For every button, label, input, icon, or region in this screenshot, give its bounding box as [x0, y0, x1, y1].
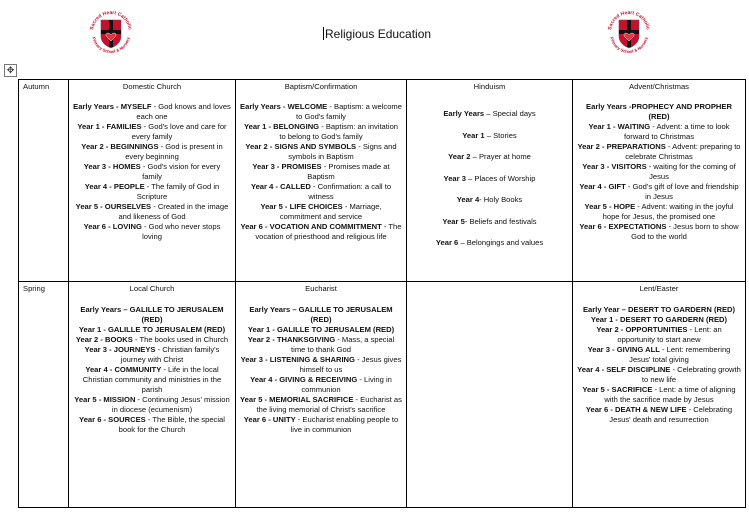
logo-ring-top-text: Sacred Heart Catholic [607, 9, 651, 31]
list-item [411, 109, 568, 119]
item-label: Year 6 - UNITY [243, 415, 296, 424]
list-item [73, 222, 231, 242]
heading-eucharist: Eucharist [305, 284, 337, 293]
item-label: Year 6 - SOURCES [79, 415, 146, 424]
item-label: Year 2 - OPPORTUNITIES [596, 325, 688, 334]
list-item [577, 345, 741, 365]
list-item [577, 182, 741, 202]
list-item [577, 315, 741, 325]
list-item [240, 142, 402, 162]
item-label: Year 6 - DEATH & NEW LIFE [585, 405, 687, 414]
item-text: - Eucharist enabling people to live in communion [290, 415, 399, 434]
list-item [240, 182, 402, 202]
item-label: Year 6 - EXPECTATIONS [579, 222, 667, 231]
item-label: Year 6 - LOVING [83, 222, 142, 231]
item-text: – Places of Worship [465, 173, 536, 183]
list-item [240, 355, 402, 375]
page-title [323, 27, 431, 41]
item-text: - God's love and care for every family [131, 122, 227, 141]
list-item [577, 222, 741, 242]
list-item [73, 395, 231, 415]
item-label: Year 4 - PEOPLE [84, 182, 145, 191]
list-domestic-church [69, 102, 235, 242]
item-label: Year 1 - DESERT TO GARDERN (RED) [590, 315, 728, 324]
item-text: - The Bible, the special book for the Church [118, 415, 225, 434]
item-label: Year 5 - HOPE [584, 202, 636, 211]
item-label: Early Years -PROPHECY AND PROPHER (RED) [586, 102, 732, 121]
spring-row [19, 282, 746, 508]
item-text: - God's gift of love and friendship in Jesus [625, 182, 739, 201]
item-label: Early Years - MYSELF [73, 102, 152, 111]
item-label: Year 1 - FAMILIES [77, 122, 142, 131]
list-lent-easter [573, 305, 745, 425]
item-label: Year 3 - PROMISES [252, 162, 322, 171]
item-label: Year 3 - LISTENING & SHARING [240, 355, 355, 364]
item-text: - Jesus gives himself to us [299, 355, 402, 374]
list-item [577, 405, 741, 425]
item-label: Early Year – DESERT TO GARDERN (RED) [582, 305, 736, 314]
item-label: Year 5 - MISSION [74, 395, 136, 404]
list-item [240, 415, 402, 435]
item-text: - Life in the local Christian community and ministries in the parish [82, 365, 222, 394]
list-item [73, 162, 231, 182]
list-item [411, 152, 568, 162]
item-text: - The family of God in Scripture [136, 182, 220, 201]
item-text: - God knows and loves each one [136, 102, 231, 121]
item-text: - Promises made at Baptism [307, 162, 390, 181]
item-label: Early Years – GALILLE TO JERUSALEM (RED) [249, 305, 393, 324]
list-item [73, 325, 231, 335]
cell-advent-christmas [573, 80, 746, 282]
list-item [411, 195, 568, 205]
list-item [73, 142, 231, 162]
item-text: - Advent: waiting in the joyful hope for Jesus, the promised one [602, 202, 734, 221]
item-text: - Marriage, commitment and service [279, 202, 382, 221]
list-item [577, 325, 741, 345]
item-label: Year 2 - BOOKS [75, 335, 133, 344]
heading-domestic-church: Domestic Church [122, 82, 182, 91]
list-item [73, 122, 231, 142]
item-text: - Confirmation: a call to witness [308, 182, 392, 201]
item-text: - Lent: a time of aligning with the sacrifice made by Jesus [604, 385, 736, 404]
item-text: - Celebrating Jesus' death and resurrection [609, 405, 733, 424]
list-item [73, 202, 231, 222]
list-item [240, 325, 402, 335]
item-label: Year 4 - GIVING & RECEIVING [250, 375, 358, 384]
logo-ring-top-text: Sacred Heart Catholic [89, 9, 133, 31]
list-item [73, 335, 231, 345]
item-text: - Mass, a special time to thank God [291, 335, 395, 354]
item-label: Year 3 - GIVING ALL [587, 345, 660, 354]
list-item [240, 375, 402, 395]
list-item [577, 385, 741, 405]
item-text: - Beliefs and festivals [464, 216, 537, 226]
item-label: Year 4 - CALLED [250, 182, 311, 191]
item-label: Year 5 [442, 216, 465, 226]
page-title-text: Religious Education [325, 27, 432, 41]
logo-ring-bottom-text: Primary School & Nursery [609, 36, 649, 55]
list-item [577, 162, 741, 182]
item-label: Year 2 - THANKSGIVING [247, 335, 336, 344]
item-text: - Lent: an opportunity to start anew [617, 325, 722, 344]
list-item [411, 174, 568, 184]
item-text: – Prayer at home [470, 152, 531, 161]
item-label: Year 5 - MEMORIAL SACRIFICE [240, 395, 354, 404]
item-label: Year 4 - SELF DISCIPLINE [577, 365, 671, 374]
item-text: - Living in communion [301, 375, 392, 394]
item-label: Year 6 [435, 238, 459, 247]
item-label: Year 3 - VISITORS [582, 162, 647, 171]
item-text: - The vocation of priesthood and religious life [255, 222, 402, 241]
item-text: - Jesus born to show God to the world [631, 222, 739, 241]
cell-eucharist [236, 282, 407, 508]
list-baptism-confirmation [236, 102, 406, 242]
item-text: - Holy Books [479, 195, 523, 204]
school-logo-right [604, 6, 654, 58]
item-label: Year 5 - LIFE CHOICES [260, 202, 343, 211]
logo-ring-bottom-text: Primary School & Nursery [91, 36, 131, 55]
item-label: Year 2 [448, 152, 471, 161]
item-text: - Celebrating growth to new life [641, 365, 741, 384]
item-label: Year 1 [462, 130, 485, 140]
list-item [240, 222, 402, 242]
heading-advent-christmas: Advent/Christmas [629, 82, 689, 91]
list-item [73, 102, 231, 122]
item-text: - Advent: a time to look forward to Christmas [623, 122, 730, 141]
item-text: - waiting for the coming of Jesus [646, 162, 736, 181]
item-label: Year 2 - BEGINNINGS [81, 142, 159, 151]
item-label: Year 3 - JOURNEYS [84, 345, 156, 354]
list-item [240, 305, 402, 325]
list-item [73, 305, 231, 325]
heading-baptism-confirmation: Baptism/Confirmation [284, 82, 358, 91]
item-text: – Special days [484, 109, 536, 118]
list-item [240, 202, 402, 222]
term-spring: Spring [19, 282, 69, 508]
item-label: Early Years – GALILLE TO JERUSALEM (RED) [80, 305, 224, 324]
list-item [577, 102, 741, 122]
table-move-handle-icon[interactable]: ✥ [4, 64, 17, 77]
list-item [240, 102, 402, 122]
list-eucharist [236, 305, 406, 435]
list-item [73, 415, 231, 435]
list-item [240, 162, 402, 182]
list-item [240, 122, 402, 142]
term-autumn: Autumn [19, 80, 69, 282]
item-label: Year 4 - COMMUNITY [85, 365, 162, 374]
item-text: - Baptism: an invitation to belong to God's family [279, 122, 399, 141]
item-label: Year 2 - SIGNS AND SYMBOLS [245, 142, 357, 151]
list-item [411, 217, 568, 227]
cell-hinduism [407, 80, 573, 282]
item-text: - Christian family's journey with Christ [120, 345, 220, 364]
heading-hinduism: Hinduism [473, 82, 506, 91]
item-text: - Baptism: a welcome to God's family [296, 102, 402, 121]
item-text: - Eucharist as the living memorial of Christ's sacrifice [256, 395, 402, 414]
item-text: – Stories [484, 130, 517, 140]
item-label: Early Years - WELCOME [240, 102, 328, 111]
item-label: Year 4 - GIFT [579, 182, 626, 191]
list-item [73, 365, 231, 395]
list-advent-christmas [573, 102, 745, 242]
item-label: Year 6 - VOCATION AND COMMITMENT [240, 222, 382, 231]
item-text: - Lent: remembering Jesus' total giving [629, 345, 731, 364]
school-logo-left [86, 6, 136, 58]
cell-empty [407, 282, 573, 508]
item-text: - God is present in every beginning [125, 142, 223, 161]
list-item [73, 345, 231, 365]
item-label: Year 1 - WAITING [588, 122, 651, 131]
autumn-row [19, 80, 746, 282]
item-label: Year 3 - HOMES [83, 162, 141, 171]
list-item [240, 335, 402, 355]
item-label: Year 1 - BELONGING [243, 122, 320, 131]
item-label: Year 3 [443, 173, 466, 183]
list-item [411, 131, 568, 141]
heading-lent-easter: Lent/Easter [639, 284, 679, 293]
list-item [240, 395, 402, 415]
item-text: - Continuing Jesus' mission in diocese (ecumenism) [111, 395, 230, 414]
list-hinduism [407, 109, 572, 248]
item-label: Year 2 - PREPARATIONS [577, 142, 666, 151]
item-label: Year 5 - OURSELVES [75, 202, 152, 211]
heading-local-church: Local Church [129, 284, 175, 293]
item-label: Year 1 - GALILLE TO JERUSALEM (RED) [247, 325, 395, 334]
list-item [411, 238, 568, 248]
cell-domestic-church [69, 80, 236, 282]
item-text: - Created in the image and likeness of God [118, 202, 229, 221]
item-text: - Signs and symbols in Baptism [288, 142, 397, 161]
text-cursor [323, 27, 324, 40]
item-label: Year 4 [456, 195, 480, 204]
list-item [577, 142, 741, 162]
item-label: Early Years [443, 109, 485, 118]
curriculum-table [18, 79, 746, 508]
list-item [577, 122, 741, 142]
list-item [577, 202, 741, 222]
item-label: Year 5 - SACRIFICE [582, 385, 653, 394]
cell-lent-easter [573, 282, 746, 508]
item-text: - God who never stops loving [141, 222, 221, 241]
list-local-church [69, 305, 235, 435]
list-item [577, 305, 741, 315]
item-text: - God's vision for every family [140, 162, 221, 181]
cell-local-church [69, 282, 236, 508]
list-item [577, 365, 741, 385]
item-text: - Advent: preparing to celebrate Christmas [625, 142, 741, 161]
item-text: – Belongings and values [458, 238, 544, 247]
item-label: Year 1 - GALILLE TO JERUSALEM (RED) [78, 325, 226, 334]
list-item [73, 182, 231, 202]
cell-baptism-confirmation [236, 80, 407, 282]
item-text: - The books used in Church [132, 335, 229, 344]
